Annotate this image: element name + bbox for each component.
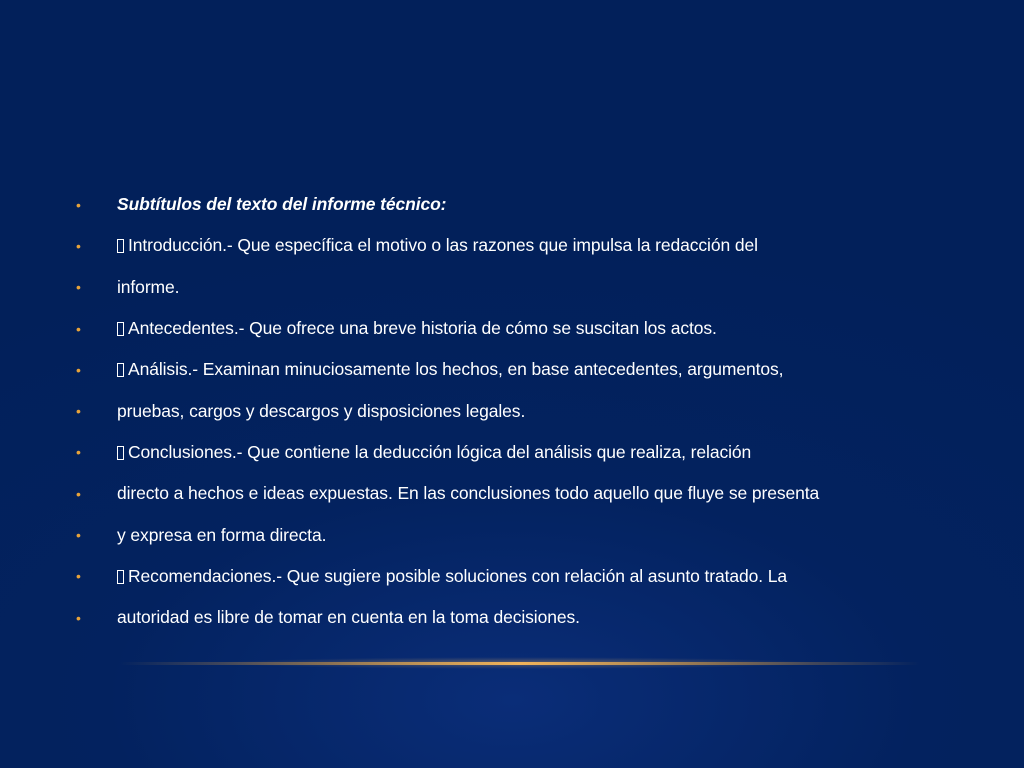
list-item-text — [117, 359, 783, 380]
list-item — [76, 349, 976, 390]
missing-glyph-icon — [117, 239, 124, 253]
missing-glyph-icon — [117, 570, 124, 584]
list-item-text: informe. — [117, 276, 180, 297]
gold-divider — [120, 662, 920, 665]
list-item-label: Antecedentes.- Que ofrece una breve historia de cómo se suscitan los actos. — [128, 318, 717, 339]
list-item — [76, 184, 976, 225]
list-item — [76, 308, 976, 349]
bullet-list — [76, 184, 976, 638]
bullet-icon: • — [76, 527, 81, 544]
bullet-icon: • — [76, 320, 81, 337]
missing-glyph-icon — [117, 322, 124, 336]
list-item-text — [117, 442, 751, 463]
list-item-label: Análisis.- Examinan minuciosamente los hechos, en base antecedentes, argumentos, — [128, 359, 784, 380]
missing-glyph-icon — [117, 363, 124, 377]
bullet-icon: • — [76, 609, 81, 626]
list-item — [76, 597, 976, 638]
section-heading: Subtítulos del texto del informe técnico: — [117, 194, 447, 215]
list-item-text: directo a hechos e ideas expuestas. En las conclusiones todo aquello que fluye se presenta — [117, 483, 820, 504]
list-item — [76, 514, 976, 555]
list-item-label: Recomendaciones.- Que sugiere posible soluciones con relación al asunto tratado. La — [128, 565, 788, 586]
list-item — [76, 473, 976, 514]
bullet-icon: • — [76, 568, 81, 585]
list-item-label: Introducción.- Que específica el motivo o las razones que impulsa la redacción del — [128, 235, 758, 256]
list-item — [76, 390, 976, 431]
missing-glyph-icon — [117, 446, 124, 460]
bullet-icon: • — [76, 444, 81, 461]
list-item-text: autoridad es libre de tomar en cuenta en la toma decisiones. — [117, 607, 580, 628]
list-item-text — [117, 318, 717, 339]
bullet-icon: • — [76, 279, 81, 296]
bullet-icon: • — [76, 196, 81, 213]
list-item-text: pruebas, cargos y descargos y disposiciones legales. — [117, 400, 526, 421]
bullet-icon: • — [76, 403, 81, 420]
bullet-icon: • — [76, 237, 81, 254]
list-item-text — [117, 235, 758, 256]
list-item-text: y expresa en forma directa. — [117, 524, 327, 545]
list-item — [76, 267, 976, 308]
list-item — [76, 556, 976, 597]
bullet-icon: • — [76, 485, 81, 502]
list-item — [76, 225, 976, 266]
list-item — [76, 432, 976, 473]
list-item-text — [117, 566, 787, 587]
bullet-icon: • — [76, 361, 81, 378]
list-item-label: Conclusiones.- Que contiene la deducción lógica del análisis que realiza, relación — [128, 441, 752, 462]
